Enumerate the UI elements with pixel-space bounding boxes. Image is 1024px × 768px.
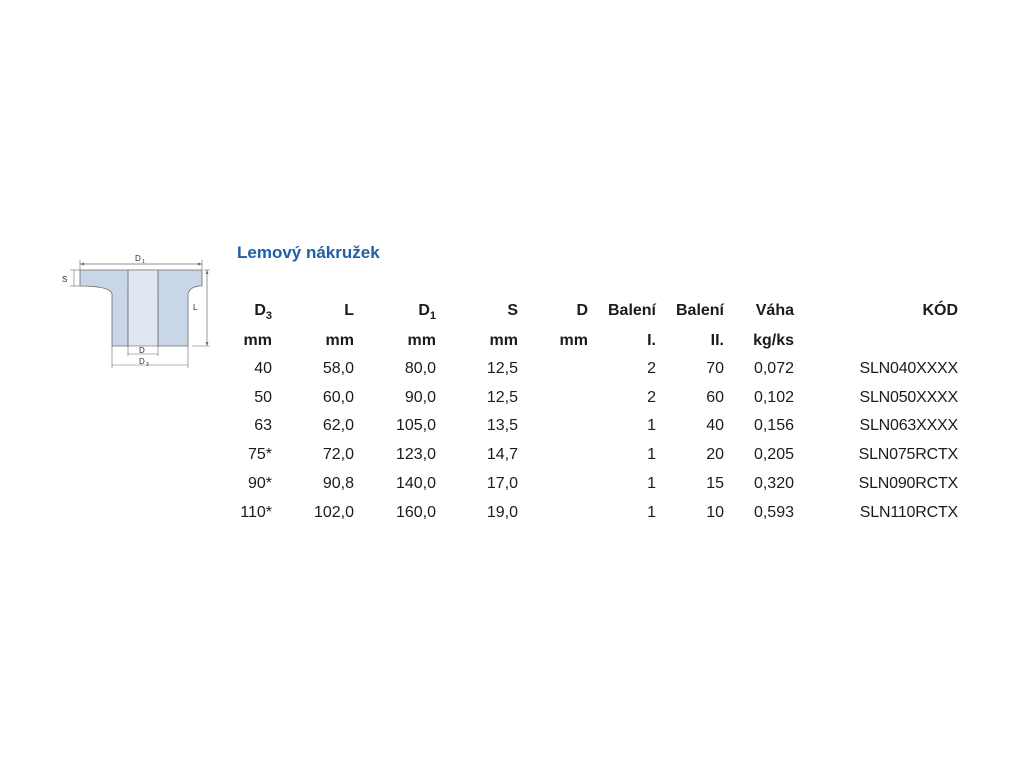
header-d: D [576, 302, 588, 319]
unit-d3: mm [243, 332, 272, 349]
table-cell-baleni-2: 70 [706, 360, 724, 377]
table-cell-d3: 63 [254, 417, 272, 434]
table-cell-baleni-1: 1 [647, 504, 656, 521]
table-cell-vaha: 0,156 [753, 417, 794, 434]
table-cell-baleni-1: 2 [647, 360, 656, 377]
flange-cross-section [56, 250, 216, 375]
table-cell-d1: 80,0 [404, 360, 436, 377]
header-kod: KÓD [922, 302, 958, 319]
table-cell-s: 13,5 [486, 417, 518, 434]
table-cell-l: 58,0 [322, 360, 354, 377]
table-cell-vaha: 0,320 [753, 475, 794, 492]
d-label: D [139, 346, 145, 355]
table-cell-baleni-2: 60 [706, 389, 724, 406]
table-cell-baleni-1: 1 [647, 446, 656, 463]
table-cell-d3: 110* [240, 504, 272, 521]
table-cell-baleni-1: 2 [647, 389, 656, 406]
table-cell-kod: SLN110RCTX [859, 504, 958, 521]
unit-vaha: kg/ks [753, 332, 794, 349]
table-cell-s: 14,7 [486, 446, 518, 463]
table-cell-d1: 123,0 [395, 446, 436, 463]
table-cell-l: 60,0 [322, 389, 354, 406]
table-cell-s: 19,0 [486, 504, 518, 521]
table-cell-kod: SLN090RCTX [858, 475, 958, 492]
table-cell-d1: 160,0 [395, 504, 436, 521]
table-cell-l: 72,0 [322, 446, 354, 463]
table-cell-vaha: 0,205 [753, 446, 794, 463]
table-cell-kod: SLN075RCTX [858, 446, 958, 463]
table-cell-d3: 90* [247, 475, 272, 492]
header-vaha: Váha [755, 302, 794, 319]
d1-label-sub: 1 [142, 259, 145, 265]
table-cell-s: 12,5 [486, 389, 518, 406]
table-cell-d1: 90,0 [404, 389, 436, 406]
table-cell-s: 17,0 [486, 475, 518, 492]
table-cell-d3: 75* [247, 446, 272, 463]
table-cell-baleni-2: 40 [706, 417, 724, 434]
table-cell-l: 62,0 [322, 417, 354, 434]
l-label: L [193, 303, 198, 312]
product-title: Lemový nákružek [237, 243, 380, 262]
table-cell-l: 102,0 [313, 504, 354, 521]
header-baleni-2: Balení [675, 302, 724, 319]
table-cell-d1: 105,0 [395, 417, 436, 434]
unit-d1: mm [407, 332, 436, 349]
table-cell-baleni-1: 1 [647, 417, 656, 434]
unit-baleni-1: I. [647, 332, 656, 349]
unit-d: mm [559, 332, 588, 349]
table-cell-d1: 140,0 [395, 475, 436, 492]
d1-label: D [135, 254, 141, 263]
header-s: S [507, 302, 518, 319]
table-cell-kod: SLN050XXXX [859, 389, 958, 406]
table-cell-baleni-1: 1 [647, 475, 656, 492]
table-cell-s: 12,5 [486, 360, 518, 377]
d3-label: D [139, 357, 145, 366]
header-d3: $D_3$ [254, 302, 272, 322]
table-cell-kod: SLN063XXXX [859, 417, 958, 434]
stub-flange-drawing [56, 250, 216, 375]
unit-s: mm [489, 332, 518, 349]
table-cell-d3: 50 [254, 389, 272, 406]
table-cell-d3: 40 [254, 360, 272, 377]
table-cell-vaha: 0,593 [753, 504, 794, 521]
unit-baleni-2: II. [710, 332, 724, 349]
unit-l: mm [325, 332, 354, 349]
header-d1: $D_1$ [418, 302, 436, 322]
s-label: S [62, 275, 68, 284]
header-baleni-1: Balení [607, 302, 656, 319]
table-cell-baleni-2: 10 [706, 504, 724, 521]
table-cell-baleni-2: 20 [706, 446, 724, 463]
table-cell-vaha: 0,102 [753, 389, 794, 406]
table-cell-baleni-2: 15 [706, 475, 724, 492]
table-cell-kod: SLN040XXXX [859, 360, 958, 377]
d3-label-sub: 3 [146, 362, 149, 368]
table-cell-l: 90,8 [322, 475, 354, 492]
header-l: L [344, 302, 354, 319]
table-cell-vaha: 0,072 [753, 360, 794, 377]
